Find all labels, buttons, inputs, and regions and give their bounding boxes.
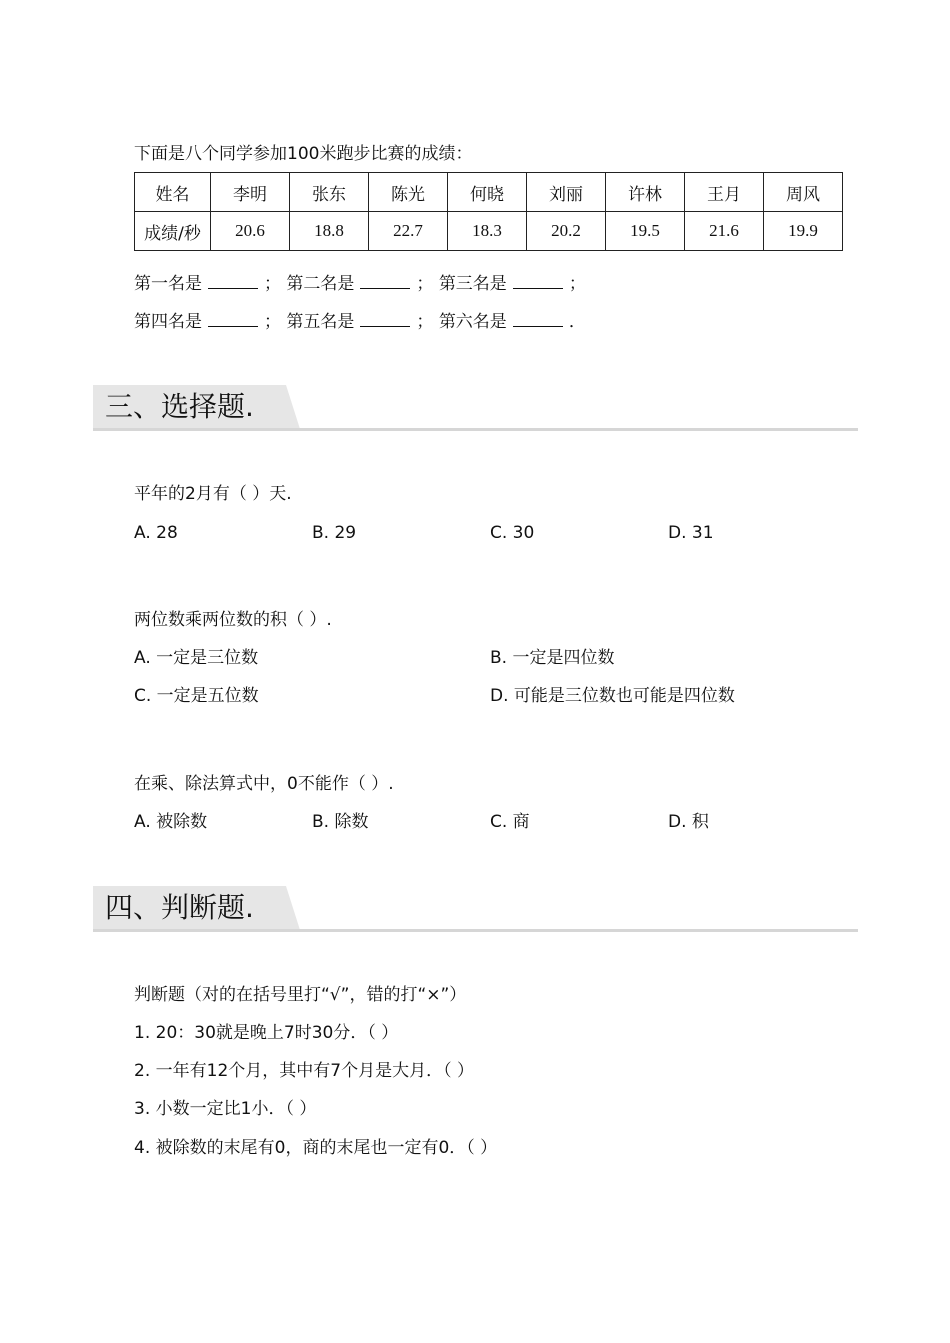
- table-cell: 李明: [211, 173, 290, 212]
- question-stem: 平年的2月有（ ）天.: [134, 484, 292, 504]
- rank-label: 第五名是: [286, 312, 355, 332]
- option-b[interactable]: B. 29: [312, 523, 357, 543]
- table-cell: 陈光: [369, 173, 448, 212]
- option-d[interactable]: D. 积: [668, 812, 709, 832]
- separator: ；: [416, 274, 434, 294]
- option-a[interactable]: A. 28: [134, 523, 178, 543]
- table-cell: 19.5: [606, 212, 685, 251]
- option-a[interactable]: A. 被除数: [134, 812, 208, 832]
- table-cell: 王月: [685, 173, 764, 212]
- table-cell: 19.9: [764, 212, 843, 251]
- rank-label: 第一名是: [134, 274, 202, 294]
- table-row: [135, 212, 843, 251]
- table-cell: 何晓: [448, 173, 527, 212]
- judge-item: 3. 小数一定比1小．（ ）: [134, 1099, 317, 1119]
- answer-blank[interactable]: [513, 310, 563, 327]
- table-cell: 22.7: [369, 212, 448, 251]
- rank-label: 第六名是: [438, 312, 507, 332]
- option-c[interactable]: C. 一定是五位数: [134, 686, 259, 706]
- separator: ；: [416, 312, 434, 332]
- option-b[interactable]: B. 一定是四位数: [490, 648, 615, 668]
- section-divider: [93, 929, 858, 932]
- question-stem: 两位数乘两位数的积（ ）.: [134, 610, 332, 630]
- section-header-choice: [93, 385, 858, 431]
- option-b[interactable]: B. 除数: [312, 812, 369, 832]
- section-header-judge: [93, 886, 858, 932]
- separator: ．: [568, 312, 586, 332]
- rank-line-1: [134, 272, 586, 296]
- answer-blank[interactable]: [208, 272, 258, 289]
- judge-intro: 判断题（对的在括号里打“√”，错的打“×”）: [134, 985, 467, 1005]
- table-header-time: 成绩/秒: [135, 212, 211, 251]
- judge-item: 4. 被除数的末尾有0，商的末尾也一定有0．（ ）: [134, 1138, 498, 1158]
- option-a[interactable]: A. 一定是三位数: [134, 648, 259, 668]
- separator: ；: [264, 274, 281, 294]
- rank-label: 第三名是: [438, 274, 507, 294]
- answer-blank[interactable]: [360, 310, 410, 327]
- table-cell: 周风: [764, 173, 843, 212]
- table-header-name: 姓名: [135, 173, 211, 212]
- table-cell: 许林: [606, 173, 685, 212]
- option-c[interactable]: C. 30: [490, 523, 535, 543]
- table-cell: 张东: [290, 173, 369, 212]
- answer-blank[interactable]: [208, 310, 258, 327]
- table-cell: 21.6: [685, 212, 764, 251]
- judge-item: 2. 一年有12个月，其中有7个月是大月．（ ）: [134, 1061, 474, 1081]
- table-cell: 刘丽: [527, 173, 606, 212]
- table-cell: 20.6: [211, 212, 290, 251]
- table-cell: 18.3: [448, 212, 527, 251]
- separator: ；: [568, 274, 586, 294]
- question-stem: 在乘、除法算式中，0不能作（ ）.: [134, 774, 394, 794]
- table-row: [135, 173, 843, 212]
- separator: ；: [264, 312, 281, 332]
- section-title: 三、选择题.: [105, 390, 254, 423]
- judge-item: 1. 20：30就是晚上7时30分．（ ）: [134, 1023, 399, 1043]
- score-table: [134, 172, 843, 251]
- answer-blank[interactable]: [513, 272, 563, 289]
- rank-label: 第二名是: [286, 274, 355, 294]
- option-c[interactable]: C. 商: [490, 812, 530, 832]
- table-cell: 18.8: [290, 212, 369, 251]
- table-cell: 20.2: [527, 212, 606, 251]
- table-intro: 下面是八个同学参加100米跑步比赛的成绩：: [134, 144, 473, 164]
- option-d[interactable]: D. 可能是三位数也可能是四位数: [490, 686, 735, 706]
- option-d[interactable]: D. 31: [668, 523, 714, 543]
- rank-label: 第四名是: [134, 312, 202, 332]
- rank-line-2: [134, 310, 586, 334]
- section-divider: [93, 428, 858, 431]
- answer-blank[interactable]: [360, 272, 410, 289]
- section-title: 四、判断题.: [105, 891, 254, 924]
